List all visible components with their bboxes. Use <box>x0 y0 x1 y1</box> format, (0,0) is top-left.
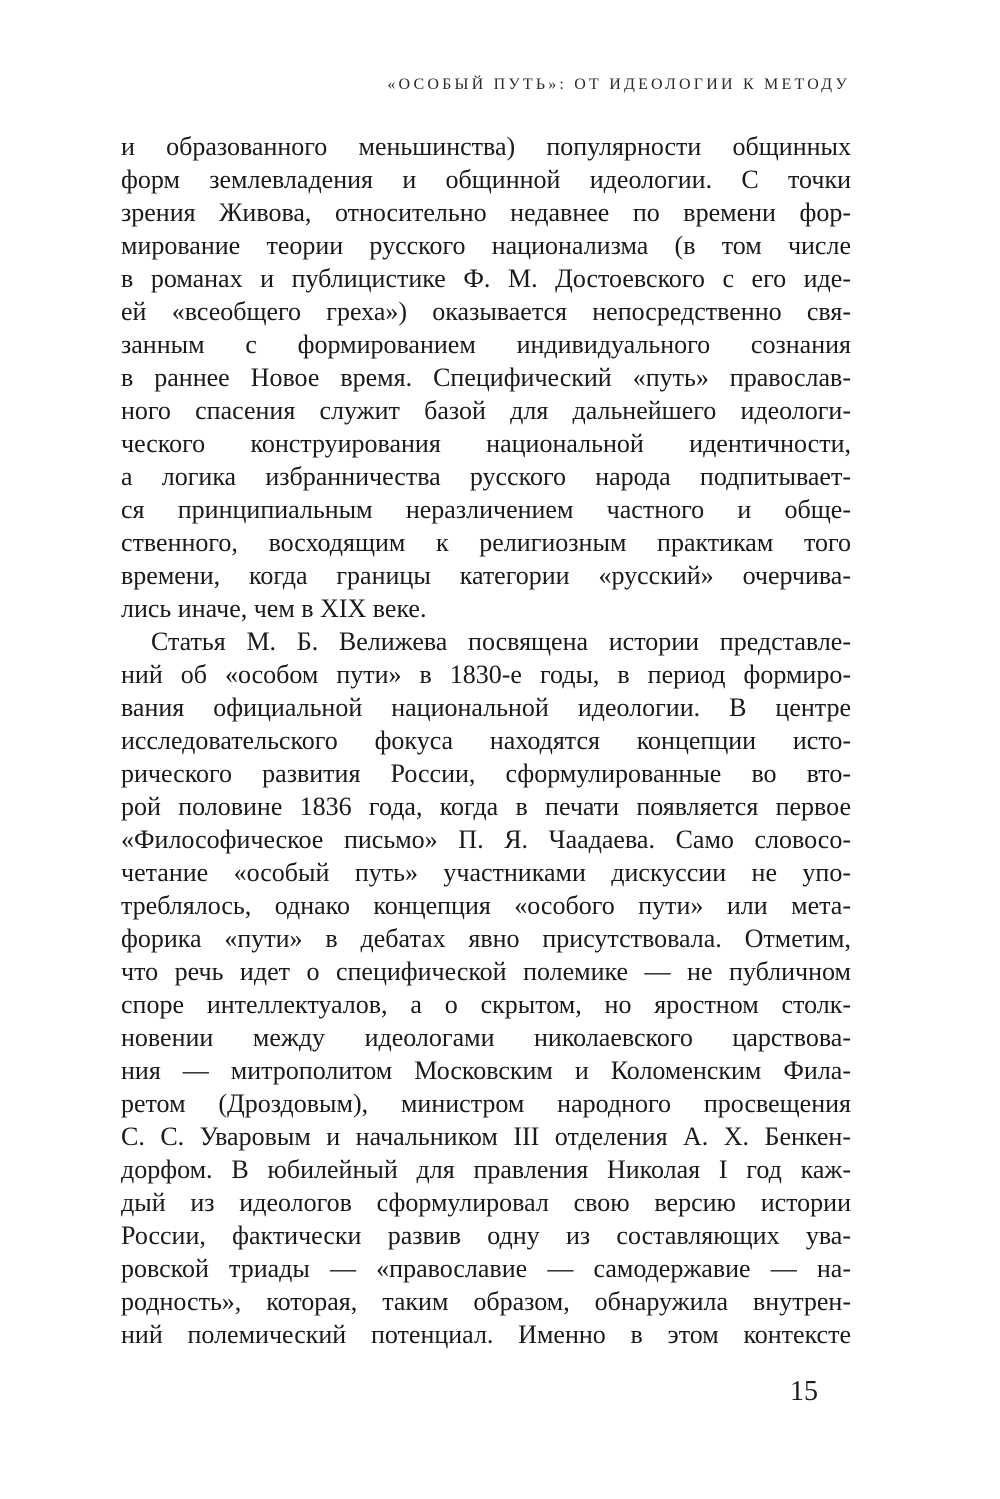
text-line: ся принципиальным неразличением частного и обще- <box>121 495 851 524</box>
running-head: «ОСОБЫЙ ПУТЬ»: ОТ ИДЕОЛОГИИ К МЕТОДУ <box>387 76 850 93</box>
text-line: Статья М. Б. Велижева посвящена истории представле- <box>151 627 851 656</box>
text-line: ческого конструирования национальной идентичности, <box>121 429 851 458</box>
text-line: С. С. Уваровым и начальником III отделения А. Х. Бенкен- <box>121 1122 851 1151</box>
text-line: четание «особый путь» участниками дискуссии не упо- <box>121 858 851 887</box>
text-line: ровской триады — «православие — самодержавие — на- <box>121 1254 851 1283</box>
text-line: в раннее Новое время. Специфический «путь» православ- <box>121 363 851 392</box>
body-text <box>121 130 851 1351</box>
text-line: рического развития России, сформулированные во вто- <box>121 759 851 788</box>
text-line: в романах и публицистике Ф. М. Достоевского с его иде- <box>121 264 851 293</box>
text-line: ретом (Дроздовым), министром народного просвещения <box>121 1089 851 1118</box>
text-line: а логика избранничества русского народа подпитывает- <box>121 462 851 491</box>
text-line: ний об «особом пути» в 1830-е годы, в период формиро- <box>121 660 851 689</box>
text-line: лись иначе, чем в XIX веке. <box>121 594 427 623</box>
text-line: ного спасения служит базой для дальнейшего идеологи- <box>121 396 851 425</box>
text-line: мирование теории русского национализма (в том числе <box>121 231 851 260</box>
text-line: исследовательского фокуса находятся концепции исто- <box>121 726 851 755</box>
text-line: России, фактически развив одну из составляющих ува- <box>121 1221 851 1250</box>
text-line: вания официальной национальной идеологии. В центре <box>121 693 851 722</box>
text-line: ния — митрополитом Московским и Коломенским Фила- <box>121 1056 851 1085</box>
text-line: форика «пути» в дебатах явно присутствовала. Отметим, <box>121 924 851 953</box>
text-line: «Философическое письмо» П. Я. Чаадаева. Само словосо- <box>121 825 851 854</box>
text-line: что речь идет о специфической полемике — не публичном <box>121 957 851 986</box>
text-line: новении между идеологами николаевского царствова- <box>121 1023 851 1052</box>
paragraph-1 <box>121 130 851 625</box>
text-line: ей «всеобщего греха») оказывается непосредственно свя- <box>121 297 851 326</box>
text-line: зрения Живова, относительно недавнее по времени фор- <box>121 198 851 227</box>
text-line: дый из идеологов сформулировал свою версию истории <box>121 1188 851 1217</box>
text-line: рой половине 1836 года, когда в печати появляется первое <box>121 792 851 821</box>
text-line: занным с формированием индивидуального сознания <box>121 330 851 359</box>
paragraph-2 <box>121 625 851 1351</box>
page-number: 15 <box>790 1376 818 1407</box>
text-line: и образованного меньшинства) популярности общинных <box>121 132 851 161</box>
text-line: споре интеллектуалов, а о скрытом, но яростном столк- <box>121 990 851 1019</box>
text-line: форм землевладения и общинной идеологии. С точки <box>121 165 851 194</box>
text-line: дорфом. В юбилейный для правления Николая I год каж- <box>121 1155 851 1184</box>
text-line: треблялось, однако концепция «особого пути» или мета- <box>121 891 851 920</box>
text-line: родность», которая, таким образом, обнаружила внутрен- <box>121 1287 851 1316</box>
text-line: времени, когда границы категории «русский» очерчива- <box>121 561 851 590</box>
text-line: ний полемический потенциал. Именно в этом контексте <box>121 1320 851 1349</box>
text-line: ственного, восходящим к религиозным практикам того <box>121 528 851 557</box>
